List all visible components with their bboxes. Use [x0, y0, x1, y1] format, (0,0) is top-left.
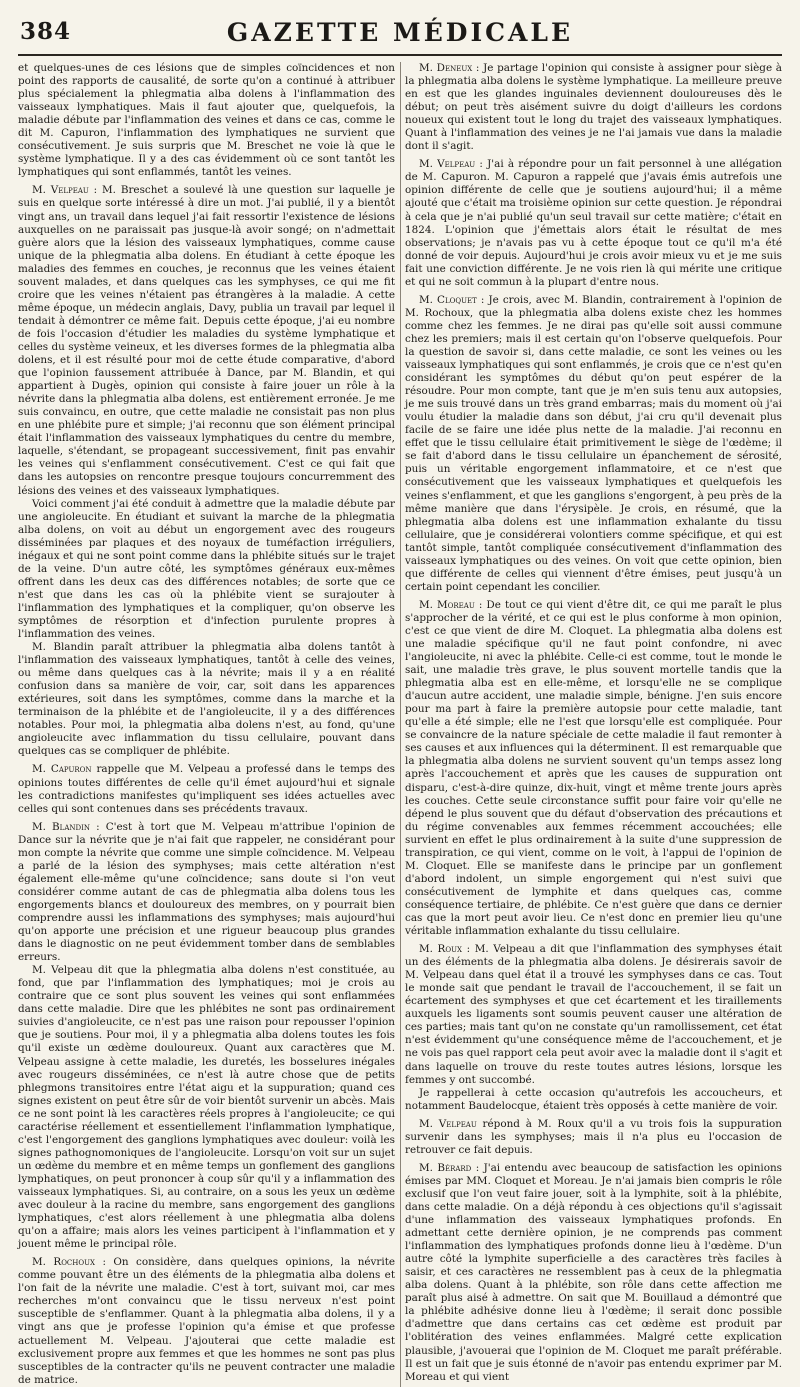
journal-title: GAZETTE MÉDICALE [226, 18, 574, 47]
paragraph-text: De tout ce qui vient d'être dit, ce qui me paraît le plus s'approcher de la vérité, et ce qui est le plus conforme à mon opinion, c'est ce que vient de dire M. Cloquet. La phlegmatia alba dolens est une maladie spécifique qu'il ne faut point confondre, ni avec l'angioleucite, ni avec la phlébite. Celle-ci est comme, tout le monde le sait, une maladie très grave, le plus souvent mortelle tandis que la phlegmatia alba est en elle-même, et lorsqu'elle ne se complique d'aucun autre accident, une maladie simple, bénigne. J'en suis encore pour ma part à faire la première autopsie pour cette maladie, tant qu'elle a été simple; elle ne l'est que lorsqu'elle est compliquée. Pour se convaincre de la nature spéciale de cette maladie il faut remonter à ses causes et aux influences qui la déterminent. Il est remarquable que la phlegmatia alba dolens ne survient souvent qu'un temps assez long après l'accouchement et après que les causes de suppuration ont disparu, c'est-à-dire quinze, dix-huit, vingt et même trente jours après les couches. Cette seule circonstance suffit pour faire voir qu'elle ne dépend le plus souvent que du défaut d'observation des précautions et du régime convenables aux femmes récemment accouchées; elle survient en effet le plus ordinairement à la suite d'une suppression de transpiration, ce qui vient, comme on le voit, à l'appui de l'opinion de M. Cloquet. Elle se manifeste dans le principe par un gonflement d'abord indolent, un simple engorgement qui n'est suivi que consécutivement de lymphite et dans quelques cas, comme conséquence tertiaire, de phlébite. Ce n'est guère que dans ce dernier cas que la mort peut avoir lieu. Ce n'est donc en premier lieu qu'une véritable inflammation exhalante du tissu cellulaire. [405, 598, 782, 938]
speaker-name: M. Moreau [419, 598, 475, 611]
speaker-name: M. Capuron [32, 763, 92, 776]
speaker-paragraph: M. Velpeau : M. Breschet a soulevé là une question sur laquelle je suis en quelque sorte intéressé à dire un mot. J'ai publié, il y a bientôt vingt ans, un travail dans lequel j'ai fait ressortir l'existence de lésions auxquelles on ne paraissait pas jusque-là avoir songé; on n'admettait guère alors que la lésion des vaisseaux lymphatiques, comme cause unique de la phlegmatia alba dolens. En étudiant à cette époque les maladies des femmes en couches, je reconnus que les veines étaient souvent malades, et dans quelques cas les symphyses, ce qui me fit croire que les veines n'étaient pas étrangères à la maladie. A cette même époque, un médecin anglais, Davy, publia un travail par lequel il tendait à démontrer ce même fait. Depuis cette époque, j'ai eu nombre de fois l'occasion d'étudier les maladies du système lymphatique et celles du système veineux, et les diverses formes de la phlegmatia alba dolens, et il est résulté pour moi de cette étude comparative, d'abord que l'opinion faussement attribuée à Dance, par M. Blandin, et qui appartient à Dugès, opinion qui consiste à faire jouer un rôle à la névrite dans la phlegmatia alba dolens, est entièrement erronée. Je me suis convaincu, en outre, que cette maladie ne consistait pas non plus en une phlébite pure et simple; j'ai reconnu que son élément principal était l'inflammation des vaisseaux lymphatiques du centre du membre, laquelle, s'étendant, se propageant successivement, finit pas envahir les veines qui s'enflamment consécutivement. C'est ce qui fait que dans les autopsies on rencontre presque toujours concurremment des lésions des veines et des vaisseaux lymphatiques. [18, 184, 395, 497]
speaker-name: M. Velpeau [419, 158, 476, 171]
speaker-paragraph [18, 763, 395, 815]
masthead [18, 14, 782, 56]
paragraph-text: On considère, dans quelques opinions, la névrite comme pouvant être un des éléments de la phlegmatia alba dolens et l'on fait de la névrite une maladie. C'est à tort, suivant moi, car mes recherches m'ont convaincu que le tissu nerveux n'est point susceptible de s'enflammer. Quant à la phlegmatia alba dolens, il y a vingt ans que je professe l'opinion qu'a émise et que professe actuellement M. Velpeau. J'ajouterai que cette maladie est exclusivement propre aux femmes et que les hommes ne sont pas plus susceptibles de la contracter qu'ils ne peuvent contracter une maladie de matrice. [18, 1256, 396, 1386]
paragraph-text: Je rappellerai à cette occasion qu'autrefois les accoucheurs, et notamment Baudelocque, étaient très opposés à cette manière de voir. [405, 1086, 782, 1112]
speaker-paragraph: M. Rochoux : On considère, dans quelques opinions, la névrite comme pouvant être un des éléments de la phlegmatia alba dolens et l'on fait de la névrite une maladie. C'est à tort, suivant moi, car mes recherches m'ont convaincu que le tissu nerveux n'est point susceptible de s'enflammer. Quant à la phlegmatia alba dolens, il y a vingt ans que je professe l'opinion qu'a émise et que professe actuellement M. Velpeau. J'ajouterai que cette maladie est exclusivement propre aux femmes et que les hommes ne sont pas plus susceptibles de la contracter qu'ils ne peuvent contracter une maladie de matrice. [18, 1256, 396, 1386]
speaker-paragraph: M. Velpeau : J'ai à répondre pour un fait personnel à une allégation de M. Capuron. M. Capuron a rappelé que j'avais émis autrefois une opinion différente de celle que je soutiens aujourd'hui; il a même ajouté que c'était ma troisième opinion sur cette question. Je répondrai à cela que je n'ai publié qu'un seul travail sur cette matière; c'était en 1824. L'opinion que j'émettais alors était le résultat de mes observations; je n'avais pas vu à cette époque tout ce qu'il m'a été donné de voir depuis. Aujourd'hui je crois avoir mieux vu et je me suis fait une conviction différente. Je ne vois rien là qui mérite une critique et qui ne soit commun à la plupart d'entre nous. [405, 158, 782, 288]
speaker-paragraph: M. Moreau : De tout ce qui vient d'être dit, ce qui me paraît le plus s'approcher de la vérité, et ce qui est le plus conforme à mon opinion, c'est ce que vient de dire M. Cloquet. La phlegmatia alba dolens est une maladie spécifique qu'il ne faut point confondre, ni avec l'angioleucite, ni avec la phlébite. Celle-ci est comme, tout le monde le sait, une maladie très grave, le plus souvent mortelle tandis que la phlegmatia alba est en elle-même, et lorsqu'elle ne se complique d'aucun autre accident, une maladie simple, bénigne. J'en suis encore pour ma part à faire la première autopsie pour cette maladie, tant qu'elle a été simple; elle ne l'est que lorsqu'elle est compliquée. Pour se convaincre de la nature spéciale de cette maladie il faut remonter à ses causes et aux influences qui la déterminent. Il est remarquable que la phlegmatia alba dolens ne survient souvent qu'un temps assez long après l'accouchement et après que les causes de suppuration ont disparu, c'est-à-dire quinze, dix-huit, vingt et même trente jours après les couches. Cette seule circonstance suffit pour faire voir qu'elle ne dépend le plus souvent que du défaut d'observation des précautions et du régime convenables aux femmes récemment accouchées; elle survient en effet le plus ordinairement à la suite d'une suppression de transpiration, ce qui vient, comme on le voit, à l'appui de l'opinion de M. Cloquet. Elle se manifeste dans le principe par un gonflement d'abord indolent, un simple engorgement qui n'est suivi que consécutivement de lymphite et dans quelques cas, comme conséquence tertiaire, de phlébite. Ce n'est guère que dans ce dernier cas que la mort peut avoir lieu. Ce n'est donc en premier lieu qu'une véritable inflammation exhalante du tissu cellulaire. [405, 598, 782, 938]
paragraph-text: J'ai à répondre pour un fait personnel à une allégation de M. Capuron. M. Capuron a rappelé que j'avais émis autrefois une opinion différente de celle que je soutiens aujourd'hui; il a même ajouté que c'était ma troisième opinion sur cette question. Je répondrai à cela que je n'ai publié qu'un seul travail sur cette matière; c'était en 1824. L'opinion que j'émettais alors était le résultat de mes observations; je n'avais pas vu à cette époque tout ce qu'il m'a été donné de voir depuis. Aujourd'hui je crois avoir mieux vu et je me suis fait une conviction différente. Je ne vois rien là qui mérite une critique et qui ne soit commun à la plupart d'entre nous. [405, 158, 782, 288]
paragraph-text: J'ai entendu avec beaucoup de satisfaction les opinions émises par MM. Cloquet et Moreau. Je n'ai jamais bien compris le rôle exclusif que l'on veut faire jouer, soit à la lymphite, soit à la phlébite, dans cette maladie. On a déjà répondu à ces objections qu'il s'agissait d'une inflammation des vaisseaux lymphatiques profonds. En admettant cette dernière opinion, je ne comprends pas comment l'inflammation des lymphatiques profonds donne lieu à l'œdème. D'un autre côté la lymphite superficielle a des caractères très faciles à saisir, et ces caractères ne ressemblent pas à ceux de la phlegmatia alba dolens. Quant à la phlébite, son rôle dans cette affection me paraît plus aisé à admettre. On sait que M. Bouillaud a démontré que la phlébite adhésive donne lieu à l'œdème; il serait donc possible d'admettre que dans certains cas cet œdème est produit par l'oblitération des veines enflammées. Malgré cette explication plausible, j'avouerai que l'opinion de M. Cloquet me paraît préférable. Il est un fait que je suis étonné de n'avoir pas entendu exprimer par M. Moreau et qui vient [405, 1161, 783, 1383]
paragraph [405, 1087, 782, 1113]
right-column [405, 62, 782, 1387]
speaker-name: M. Blandin [32, 820, 90, 833]
speaker-paragraph: M. Bérard : J'ai entendu avec beaucoup de satisfaction les opinions émises par MM. Cloquet et Moreau. Je n'ai jamais bien compris le rôle exclusif que l'on veut faire jouer, soit à la lymphite, soit à la phlébite, dans cette maladie. On a déjà répondu à ces objections qu'il s'agissait d'une inflammation des vaisseaux lymphatiques profonds. En admettant cette dernière opinion, je ne comprends pas comment l'inflammation des lymphatiques profonds donne lieu à l'œdème. D'un autre côté la lymphite superficielle a des caractères très faciles à saisir, et ces caractères ne ressemblent pas à ceux de la phlegmatia alba dolens. Quant à la phlébite, son rôle dans cette affection me paraît plus aisé à admettre. On sait que M. Bouillaud a démontré que la phlébite adhésive donne lieu à l'œdème; il serait donc possible d'admettre que dans certains cas cet œdème est produit par l'oblitération des veines enflammées. Malgré cette explication plausible, j'avouerai que l'opinion de M. Cloquet me paraît préférable. Il est un fait que je suis étonné de n'avoir pas entendu exprimer par M. Moreau et qui vient [405, 1161, 783, 1383]
speaker-name: M. Bérard [419, 1161, 472, 1174]
speaker-name: M. Cloquet [419, 293, 477, 306]
speaker-paragraph [405, 1118, 782, 1157]
paragraph-text: Je crois, avec M. Blandin, contrairement à l'opinion de M. Rochoux, que la phlegmatia alba dolens existe chez les hommes comme chez les femmes. Je ne dirai pas qu'elle soit aussi commune chez les premiers; mais il est certain qu'on l'observe quelquefois. Pour la question de savoir si, dans cette maladie, ce sont les veines ou les vaisseaux lymphatiques qui sont enflammés, je crois que ce n'est qu'en considérant les symptômes du début qu'on peut espérer de la résoudre. Pour mon compte, tant que je m'en suis tenu aux autopsies, je me suis trouvé dans un très grand embarras; mais du moment où j'ai voulu étudier la maladie dans son début, j'ai cru qu'il devenait plus facile de se faire une idée plus nette de la maladie. J'ai reconnu en effet que le tissu cellulaire était primitivement le siège de l'œdème; il se fait d'abord dans le tissu cellulaire un épanchement de sérosité, puis un véritable engorgement inflammatoire, et ce n'est que consécutivement que les vaisseaux lymphatiques et quelquefois les veines s'enflamment, et que les ganglions s'engorgent, à peu près de la même manière que dans l'érysipèle. Je crois, en résumé, que la phlegmatia alba dolens est une inflammation exhalante du tissu cellulaire, que je considérerai volontiers comme spécifique, et qui est tantôt simple, tantôt compliquée consécutivement d'inflammation des vaisseaux lymphatiques ou des veines. On voit que cette opinion, bien que différente de celles qui viennent d'être émises, peut jusqu'à un certain point cependant les concilier. [405, 293, 783, 593]
speaker-paragraph: M. Roux : M. Velpeau a dit que l'inflammation des symphyses était un des éléments de la phlegmatia alba dolens. Je désirerais savoir de M. Velpeau dans quel état il a trouvé les symphyses dans ce cas. Tout le monde sait que pendant le travail de l'accouchement, il se fait un écartement des symphyses et que cet écartement et les tiraillements auxquels les ligaments sont soumis peuvent causer une altération de ces parties; mais tant qu'on ne constate qu'un ramollissement, cet état n'est évidemment qu'une conséquence même de l'accouchement, et je ne vois pas quel rapport cela peut avoir avec la maladie dont il s'agit et dans laquelle on trouve du reste toutes autres lésions, lorsque les femmes y ont succombé. [405, 943, 783, 1086]
paragraph-text: M. Velpeau dit que la phlegmatia alba dolens n'est constituée, au fond, que par l'inflammation des lymphatiques; moi je crois au contraire que ce sont plus souvent les veines qui sont enflammées dans cette maladie. Dire que les phlébites ne sont pas ordinairement suivies d'angioleucite, ce n'est pas une raison pour repousser l'opinion que je soutiens. Pour moi, il y a phlegmatia alba dolens toutes les fois qu'il existe un œdème douloureux. Quant aux caractères que M. Velpeau assigne à cette maladie, les duretés, les bosselures inégales avec rougeurs disséminées, ce n'est là autre chose que de petits phlegmons transitoires entre l'état aigu et la suppuration; quand ces signes existent on peut être sûr de voir bientôt survenir un abcès. Mais ce ne sont point là les caractères réels propres à l'angioleucite; ce qui caractérise réellement et essentiellement l'inflammation lymphatique, c'est l'engorgement des ganglions lymphatiques avec douleur: voilà les signes pathognomoniques de l'angioleucite. Lorsqu'on voit sur un sujet un œdème du membre et en même temps un gonflement des ganglions lymphatiques, on peut prononcer à coup sûr qu'il y a inflammation des vaisseaux lymphatiques. Si, au contraire, on a sous les yeux un œdème avec douleur à la racine du membre, sans engorgement des ganglions lymphatiques, c'est alors réellement à une phlegmatia alba dolens qu'on a affaire; mais alors les veines participent à l'inflammation et y jouent même le principal rôle. [18, 964, 395, 1251]
paragraph [18, 964, 395, 1251]
speaker-paragraph: M. Blandin : C'est à tort que M. Velpeau m'attribue l'opinion de Dance sur la névrite que je n'ai fait que rappeler, ne considérant pour mon compte la névrite que comme une simple coïncidence. M. Velpeau a parlé de la lésion des symphyses; mais cette altération n'est également elle-même qu'une coïncidence; sans doute si l'on veut considérer comme autant de cas de phlegmatia alba dolens tous les engorgements blancs et douloureux des membres, on y pourrait bien comprendre aussi les inflammations des symphyses; mais aujourd'hui qu'on apporte une précision et une rigueur beaucoup plus grandes dans le diagnostic on ne peut évidemment tomber dans de semblables erreurs. [18, 820, 395, 964]
paragraph [18, 498, 395, 642]
paragraph [18, 641, 395, 758]
speaker-name: M. Velpeau [419, 1117, 477, 1130]
paragraph-text: et quelques-unes de ces lésions que de simples coïncidences et non point des rapports de causalité, de sorte qu'on a continué à attribuer plus spécialement la phlegmatia alba dolens à l'inflammation des vaisseaux lymphatiques. Mais il faut ajouter que, quelquefois, la maladie débute par l'inflammation des veines et dans ce cas, comme le dit M. Capuron, l'inflammation des lymphatiques ne survient que consécutivement. Je suis surpris que M. Breschet ne voie là que le système lymphatique. Il y a des cas évidemment où ce sont tantôt les lymphatiques qui sont enflammés, tantôt les veines. [18, 62, 395, 179]
speaker-name: M. Rochoux [32, 1256, 96, 1269]
paragraph-text: répond à M. Roux qu'il a vu trois fois la suppuration survenir dans les symphyses; mais il n'a plus eu l'occasion de retrouver ce fait depuis. [405, 1117, 782, 1156]
paragraph [18, 62, 395, 179]
paragraph-text: M. Breschet a soulevé là une question sur laquelle je suis en quelque sorte intéressé à dire un mot. J'ai publié, il y a bientôt vingt ans, un travail dans lequel j'ai fait ressortir l'existence de lésions auxquelles on ne paraissait pas jusque-là avoir songé; on n'admettait guère alors que la lésion des vaisseaux lymphatiques, comme cause unique de la phlegmatia alba dolens. En étudiant à cette époque les maladies des femmes en couches, je reconnus que les veines étaient souvent malades, et dans quelques cas les symphyses, ce qui me fit croire que les veines n'étaient pas étrangères à la maladie. A cette même époque, un médecin anglais, Davy, publia un travail par lequel il tendait à démontrer ce même fait. Depuis cette époque, j'ai eu nombre de fois l'occasion d'étudier les maladies du système lymphatique et celles du système veineux, et les diverses formes de la phlegmatia alba dolens, et il est résulté pour moi de cette étude comparative, d'abord que l'opinion faussement attribuée à Dance, par M. Blandin, et qui appartient à Dugès, opinion qui consiste à faire jouer un rôle à la névrite dans la phlegmatia alba dolens, est entièrement erronée. Je me suis convaincu, en outre, que cette maladie ne consistait pas non plus en une phlébite pure et simple; j'ai reconnu que son élément principal était l'inflammation des vaisseaux lymphatiques du centre du membre, laquelle, s'étendant, se propageant successivement, finit pas envahir les veines qui s'enflamment consécutivement. C'est ce qui fait que dans les autopsies on rencontre presque toujours concurremment des lésions des veines et des vaisseaux lymphatiques. [18, 184, 395, 497]
speaker-name: M. Velpeau [32, 184, 89, 197]
paragraph-text: M. Blandin paraît attribuer la phlegmatia alba dolens tantôt à l'inflammation des vaisseaux lymphatiques, tantôt à celle des veines, ou même dans quelques cas à la névrite; mais il y a en réalité confusion dans sa manière de voir, car, soit dans les apparences extérieures, soit dans les symptômes, comme dans la marche et la terminaison de la phlébite et de l'angioleucite, il y a des différences notables. Pour moi, la phlegmatia alba dolens n'est, au fond, qu'une angioleucite avec inflammation du tissu cellulaire, pouvant dans quelques cas se compliquer de phlébite. [18, 641, 395, 758]
paragraph-text: Je partage l'opinion qui consiste à assigner pour siège à la phlegmatia alba dolens le système lymphatique. La meilleure preuve en est que les glandes inguinales deviennent douloureuses dès le début; on peut très aisément suivre du doigt d'ailleurs les cordons noueux qui existent tout le long du trajet des vaisseaux lymphatiques. Quant à l'inflammation des veines je ne l'ai jamais vue dans la maladie dont il s'agit. [405, 62, 782, 153]
paragraph-text: Voici comment j'ai été conduit à admettre que la maladie débute par une angioleucite. En étudiant et suivant la marche de la phlegmatia alba dolens, on voit au début un engorgement avec des rougeurs disséminées par plaques et des noyaux de tuméfaction irréguliers, inégaux et qui ne sont point comme dans la phlébite situés sur le trajet de la veine. D'un autre côté, les symptômes généraux eux-mêmes offrent dans les deux cas des différences notables; de sorte que ce n'est que dans les cas où la phlébite vient se surajouter à l'inflammation des lymphatiques et la compliquer, qu'on observe les symptômes de résorption et d'infection purulente propres à l'inflammation des veines. [18, 497, 395, 641]
speaker-name: M. Deneux [419, 62, 473, 74]
page-number: 384 [20, 18, 72, 45]
speaker-paragraph: M. Deneux : Je partage l'opinion qui consiste à assigner pour siège à la phlegmatia alba dolens le système lymphatique. La meilleure preuve en est que les glandes inguinales deviennent douloureuses dès le début; on peut très aisément suivre du doigt d'ailleurs les cordons noueux qui existent tout le long du trajet des vaisseaux lymphatiques. Quant à l'inflammation des veines je ne l'ai jamais vue dans la maladie dont il s'agit. [405, 62, 782, 153]
speaker-name: M. Roux [419, 943, 462, 956]
paragraph-text: M. Velpeau a dit que l'inflammation des symphyses était un des éléments de la phlegmatia alba dolens. Je désirerais savoir de M. Velpeau dans quel état il a trouvé les symphyses dans ce cas. Tout le monde sait que pendant le travail de l'accouchement, il se fait un écartement des symphyses et que cet écartement et les tiraillements auxquels les ligaments sont soumis peuvent causer une altération de ces parties; mais tant qu'on ne constate qu'un ramollissement, cet état n'est évidemment qu'une conséquence même de l'accouchement, et je ne vois pas quel rapport cela peut avoir avec la maladie dont il s'agit et dans laquelle on trouve du reste toutes autres lésions, lorsque les femmes y ont succombé. [405, 943, 783, 1086]
text-columns [18, 62, 782, 1387]
column-rule [400, 62, 401, 1387]
paragraph-text: C'est à tort que M. Velpeau m'attribue l'opinion de Dance sur la névrite que je n'ai fait que rappeler, ne considérant pour mon compte la névrite que comme une simple coïncidence. M. Velpeau a parlé de la lésion des symphyses; mais cette altération n'est également elle-même qu'une coïncidence; sans doute si l'on veut considérer comme autant de cas de phlegmatia alba dolens tous les engorgements blancs et douloureux des membres, on y pourrait bien comprendre aussi les inflammations des symphyses; mais aujourd'hui qu'on apporte une précision et une rigueur beaucoup plus grandes dans le diagnostic on ne peut évidemment tomber dans de semblables erreurs. [18, 820, 395, 964]
left-column [18, 62, 395, 1387]
paragraph-text: rappelle que M. Velpeau a professé dans le temps des opinions toutes différentes de celle qu'il émet aujourd'hui et signale les contradictions manifestes qu'impliquent ses idées actuelles avec celles qui sont contenues dans ses précédents travaux. [18, 763, 396, 815]
speaker-paragraph: M. Cloquet : Je crois, avec M. Blandin, contrairement à l'opinion de M. Rochoux, que la phlegmatia alba dolens existe chez les hommes comme chez les femmes. Je ne dirai pas qu'elle soit aussi commune chez les premiers; mais il est certain qu'on l'observe quelquefois. Pour la question de savoir si, dans cette maladie, ce sont les veines ou les vaisseaux lymphatiques qui sont enflammés, je crois que ce n'est qu'en considérant les symptômes du début qu'on peut espérer de la résoudre. Pour mon compte, tant que je m'en suis tenu aux autopsies, je me suis trouvé dans un très grand embarras; mais du moment où j'ai voulu étudier la maladie dans son début, j'ai cru qu'il devenait plus facile de se faire une idée plus nette de la maladie. J'ai reconnu en effet que le tissu cellulaire était primitivement le siège de l'œdème; il se fait d'abord dans le tissu cellulaire un épanchement de sérosité, puis un véritable engorgement inflammatoire, et ce n'est que consécutivement que les vaisseaux lymphatiques et quelquefois les veines s'enflamment, et que les ganglions s'engorgent, à peu près de la même manière que dans l'érysipèle. Je crois, en résumé, que la phlegmatia alba dolens est une inflammation exhalante du tissu cellulaire, que je considérerai volontiers comme spécifique, et qui est tantôt simple, tantôt compliquée consécutivement d'inflammation des vaisseaux lymphatiques ou des veines. On voit que cette opinion, bien que différente de celles qui viennent d'être émises, peut jusqu'à un certain point cependant les concilier. [405, 293, 783, 593]
